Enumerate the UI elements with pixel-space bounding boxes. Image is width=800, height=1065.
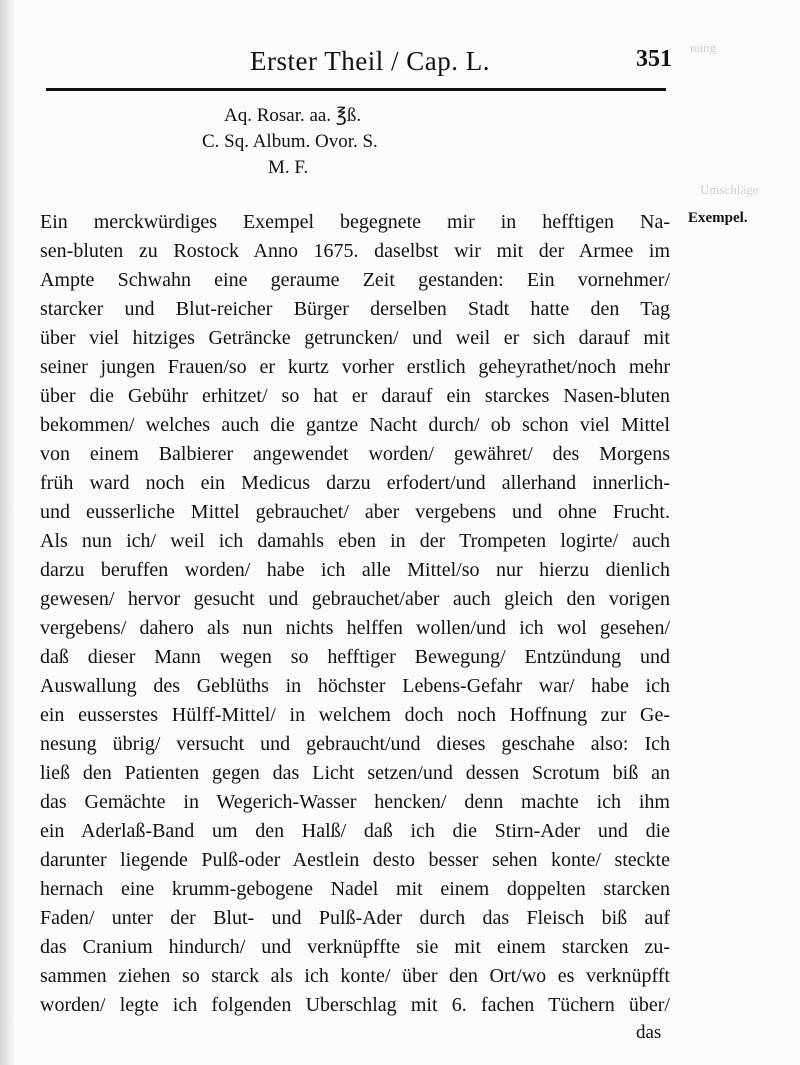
running-title: Erster Theil / Cap. L. [250, 46, 490, 76]
body-line: Als nun ich/ weil ich damahls eben in der Trompeten logirte/ auch [40, 530, 670, 552]
catchword: das [636, 1022, 662, 1043]
prescription-line: M. F. [268, 157, 309, 178]
body-line: Ein merckwürdiges Exempel begegnete mir in hefftigen Na- [40, 211, 670, 233]
body-line: daß dieser Mann wegen so hefftiger Bewegung/ Entzündung und [40, 646, 670, 668]
header-rule [46, 88, 666, 91]
body-line: hernach eine krumm-gebogene Nadel mit einem doppelten starcken [40, 878, 670, 900]
body-line: von einem Balbierer angewendet worden/ gewähret/ des Morgens [40, 443, 670, 465]
body-line: seiner jungen Frauen/so er kurtz vorher erstlich geheyrathet/noch mehr [40, 356, 670, 378]
body-line: sammen ziehen so starck als ich konte/ über den Ort/wo es verknüpfft [40, 965, 670, 987]
binding-gutter [0, 0, 14, 1065]
body-line: über die Gebühr erhitzet/ so hat er darauf ein starckes Nasen-bluten [40, 385, 670, 407]
page-number: 351 [636, 46, 672, 72]
body-line: ließ den Patienten gegen das Licht setzen/und dessen Scrotum biß an [40, 762, 670, 784]
body-line: starcker und Blut-reicher Bürger derselben Stadt hatte den Tag [40, 298, 670, 320]
body-line: nesung übrig/ versucht und gebraucht/und dieses geschahe also: Ich [40, 733, 670, 755]
body-line: vergebens/ dahero als nun nichts helffen wollen/und ich wol gesehen/ [40, 617, 670, 639]
body-line: darzu beruffen worden/ habe ich alle Mittel/so nur hierzu dienlich [40, 559, 670, 581]
body-line: Auswallung des Geblüths in höchster Lebens-Gefahr war/ habe ich [40, 675, 670, 697]
prescription-line: C. Sq. Album. Ovor. S. [202, 131, 378, 152]
bleed-through-text: nung [690, 40, 716, 55]
body-line: das Cranium hindurch/ und verknüpffte sie mit einem starcken zu- [40, 936, 670, 958]
body-line: worden/ legte ich folgenden Uberschlag mit 6. fachen Tüchern über/ [40, 994, 670, 1016]
body-line: sen-bluten zu Rostock Anno 1675. daselbst wir mit der Armee im [40, 240, 670, 262]
body-line: früh ward noch ein Medicus darzu erfodert/und allerhand innerlich- [40, 472, 670, 494]
body-line: bekommen/ welches auch die gantze Nacht durch/ ob schon viel Mittel [40, 414, 670, 436]
body-line: und eusserliche Mittel gebrauchet/ aber vergebens und ohne Frucht. [40, 501, 670, 523]
body-line: Faden/ unter der Blut- und Pulß-Ader durch das Fleisch biß auf [40, 907, 670, 929]
body-line: Ampte Schwahn eine geraume Zeit gestanden: Ein vornehmer/ [40, 269, 670, 291]
body-line: darunter liegende Pulß-oder Aestlein desto besser sehen konte/ steckte [40, 849, 670, 871]
margin-note: Exempel. [688, 210, 748, 226]
prescription-line: Aq. Rosar. aa. ℥ß. [224, 105, 362, 126]
body-line: ein Aderlaß-Band um den Halß/ daß ich die Stirn-Ader und die [40, 820, 670, 842]
body-line: ein eusserstes Hülff-Mittel/ in welchem doch noch Hoffnung zur Ge- [40, 704, 670, 726]
bleed-through-text: Umschläge [700, 182, 759, 197]
body-line: über viel hitziges Geträncke getruncken/ und weil er sich darauf mit [40, 327, 670, 349]
body-line: gewesen/ hervor gesucht und gebrauchet/aber auch gleich den vorigen [40, 588, 670, 610]
body-line: das Gemächte in Wegerich-Wasser hencken/ denn machte ich ihm [40, 791, 670, 813]
